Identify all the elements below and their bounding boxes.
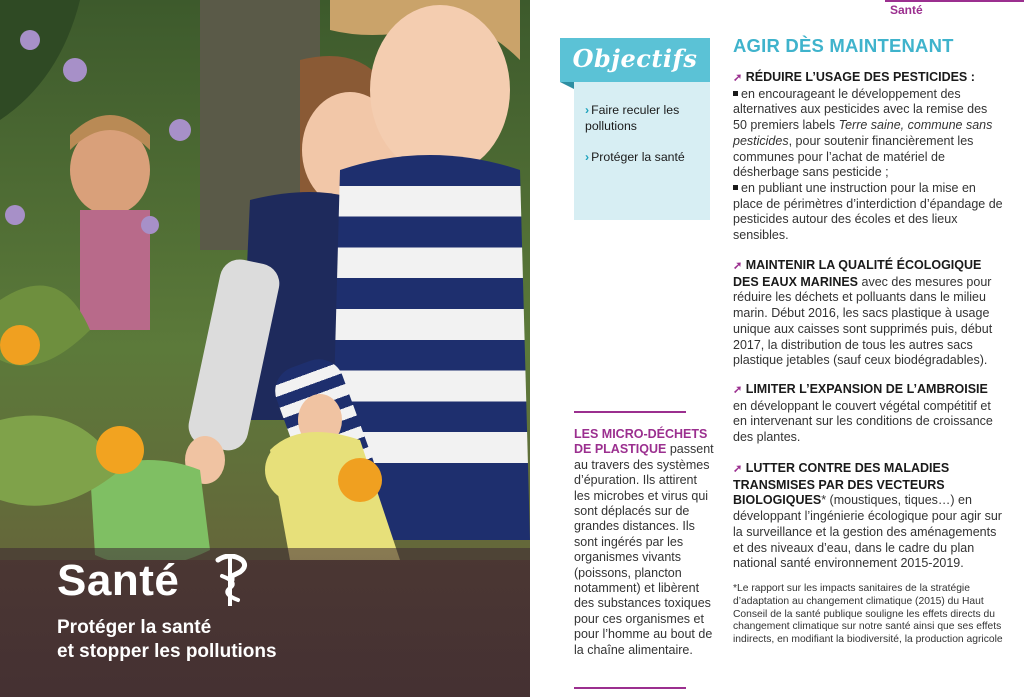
section-text: en développant le couvert végétal compétitif et en intervenant sur les conditions de croissance des plantes. xyxy=(733,398,993,445)
objectif-item xyxy=(585,103,707,134)
arrow-icon: ➚ xyxy=(733,260,743,272)
section-title: MAINTENIR LA QUALITÉ ÉCOLOGIQUE DES EAUX MARINES xyxy=(733,258,982,289)
cover-subtitle-line-1: Protéger la santé xyxy=(57,617,212,638)
arrow-icon: ➚ xyxy=(733,384,743,396)
objectifs-title: Objectifs xyxy=(572,44,698,73)
section-title: LIMITER L’EXPANSION DE L’AMBROISIE xyxy=(745,382,988,396)
main-heading: AGIR DÈS MAINTENANT xyxy=(733,35,954,56)
bullet-text: en publiant une instruction pour la mise en place de périmètres d’interdiction d’épandage de pesticides autour des écoles et des lieux sensibles. xyxy=(733,180,1003,243)
section-pesticides xyxy=(733,70,1003,244)
objectif-label: Faire reculer les pollutions xyxy=(585,103,680,133)
sidebar-rule-top xyxy=(574,411,686,413)
bullet-text: en encourageant le développement des alternatives aux pesticides avec la remise des 50 premiers labels xyxy=(733,86,988,133)
objectifs-banner-fold xyxy=(560,82,574,89)
sidebar-lead: LES MICRO-DÉCHETS DE PLASTIQUE xyxy=(574,427,708,457)
objectif-item xyxy=(585,150,707,166)
bullet-text: , pour soutenir financièrement les communes pour l’achat de matériel de désherbage sans pesticide ; xyxy=(733,133,974,180)
chevron-right-icon: › xyxy=(585,103,590,117)
sidebar-box xyxy=(574,427,714,658)
arrow-icon: ➚ xyxy=(733,463,743,475)
caduceus-icon xyxy=(210,554,250,610)
cover-subtitle-line-2: et stopper les pollutions xyxy=(57,641,277,662)
sidebar-rule-bottom xyxy=(574,687,686,689)
section-title: LUTTER CONTRE DES MALADIES TRANSMISES PAR DES VECTEURS BIOLOGIQUES xyxy=(733,461,950,508)
chevron-right-icon: › xyxy=(585,150,590,164)
section-ambroisie xyxy=(733,382,1003,446)
bullet-item xyxy=(733,87,1003,181)
section-eaux-marines xyxy=(733,258,1003,369)
page-header-label: Santé xyxy=(890,3,923,17)
section-maladies-vectorielles xyxy=(733,461,1003,572)
arrow-icon: ➚ xyxy=(733,72,743,84)
sidebar-body: passent au travers des systèmes d’épuration. Ils attirent les microbes et virus qui sont déplacés sur de grandes distances. Ils sont ingérés par les organismes vivants (poissons, plancton notamment) et libèrent des substances toxiques pour ces organismes et pour l’homme au bout de la chaîne alimentaire. xyxy=(574,442,714,657)
label-name: Terre saine, commune sans pesticides xyxy=(733,118,993,148)
cover-title: Santé xyxy=(57,556,180,605)
objectif-label: Protéger la santé xyxy=(591,150,685,164)
square-bullet-icon xyxy=(733,185,738,190)
section-text: avec des mesures pour réduire les déchets et polluants dans le milieu marin. Début 2016, les sacs plastique à usage unique aux caisses sont supprimés puis, début 2017, la distribution de tous les autres sacs plastique jetables (sauf ceux biodégradables). xyxy=(733,274,993,368)
square-bullet-icon xyxy=(733,91,738,96)
section-title: RÉDUIRE L’USAGE DES PESTICIDES : xyxy=(745,70,975,84)
footnote: *Le rapport sur les impacts sanitaires de la stratégie d’adaptation au changement climatique (2015) du Haut Conseil de la santé publique souligne les effets directs du changement climatique sur notre santé ainsi que ses effets indirects, en modifiant la biodiversité, la production agricole xyxy=(733,583,1003,646)
section-text: * (moustiques, tiques…) en développant l’ingénierie écologique pour agir sur la surveillance et la gestion des aménagements et des niveaux d’eau, dans le cadre du plan national santé environnement 2015-2019. xyxy=(733,493,1002,571)
bullet-item xyxy=(733,181,1003,244)
header-rule xyxy=(885,0,1024,2)
cover-subtitle xyxy=(57,616,357,664)
